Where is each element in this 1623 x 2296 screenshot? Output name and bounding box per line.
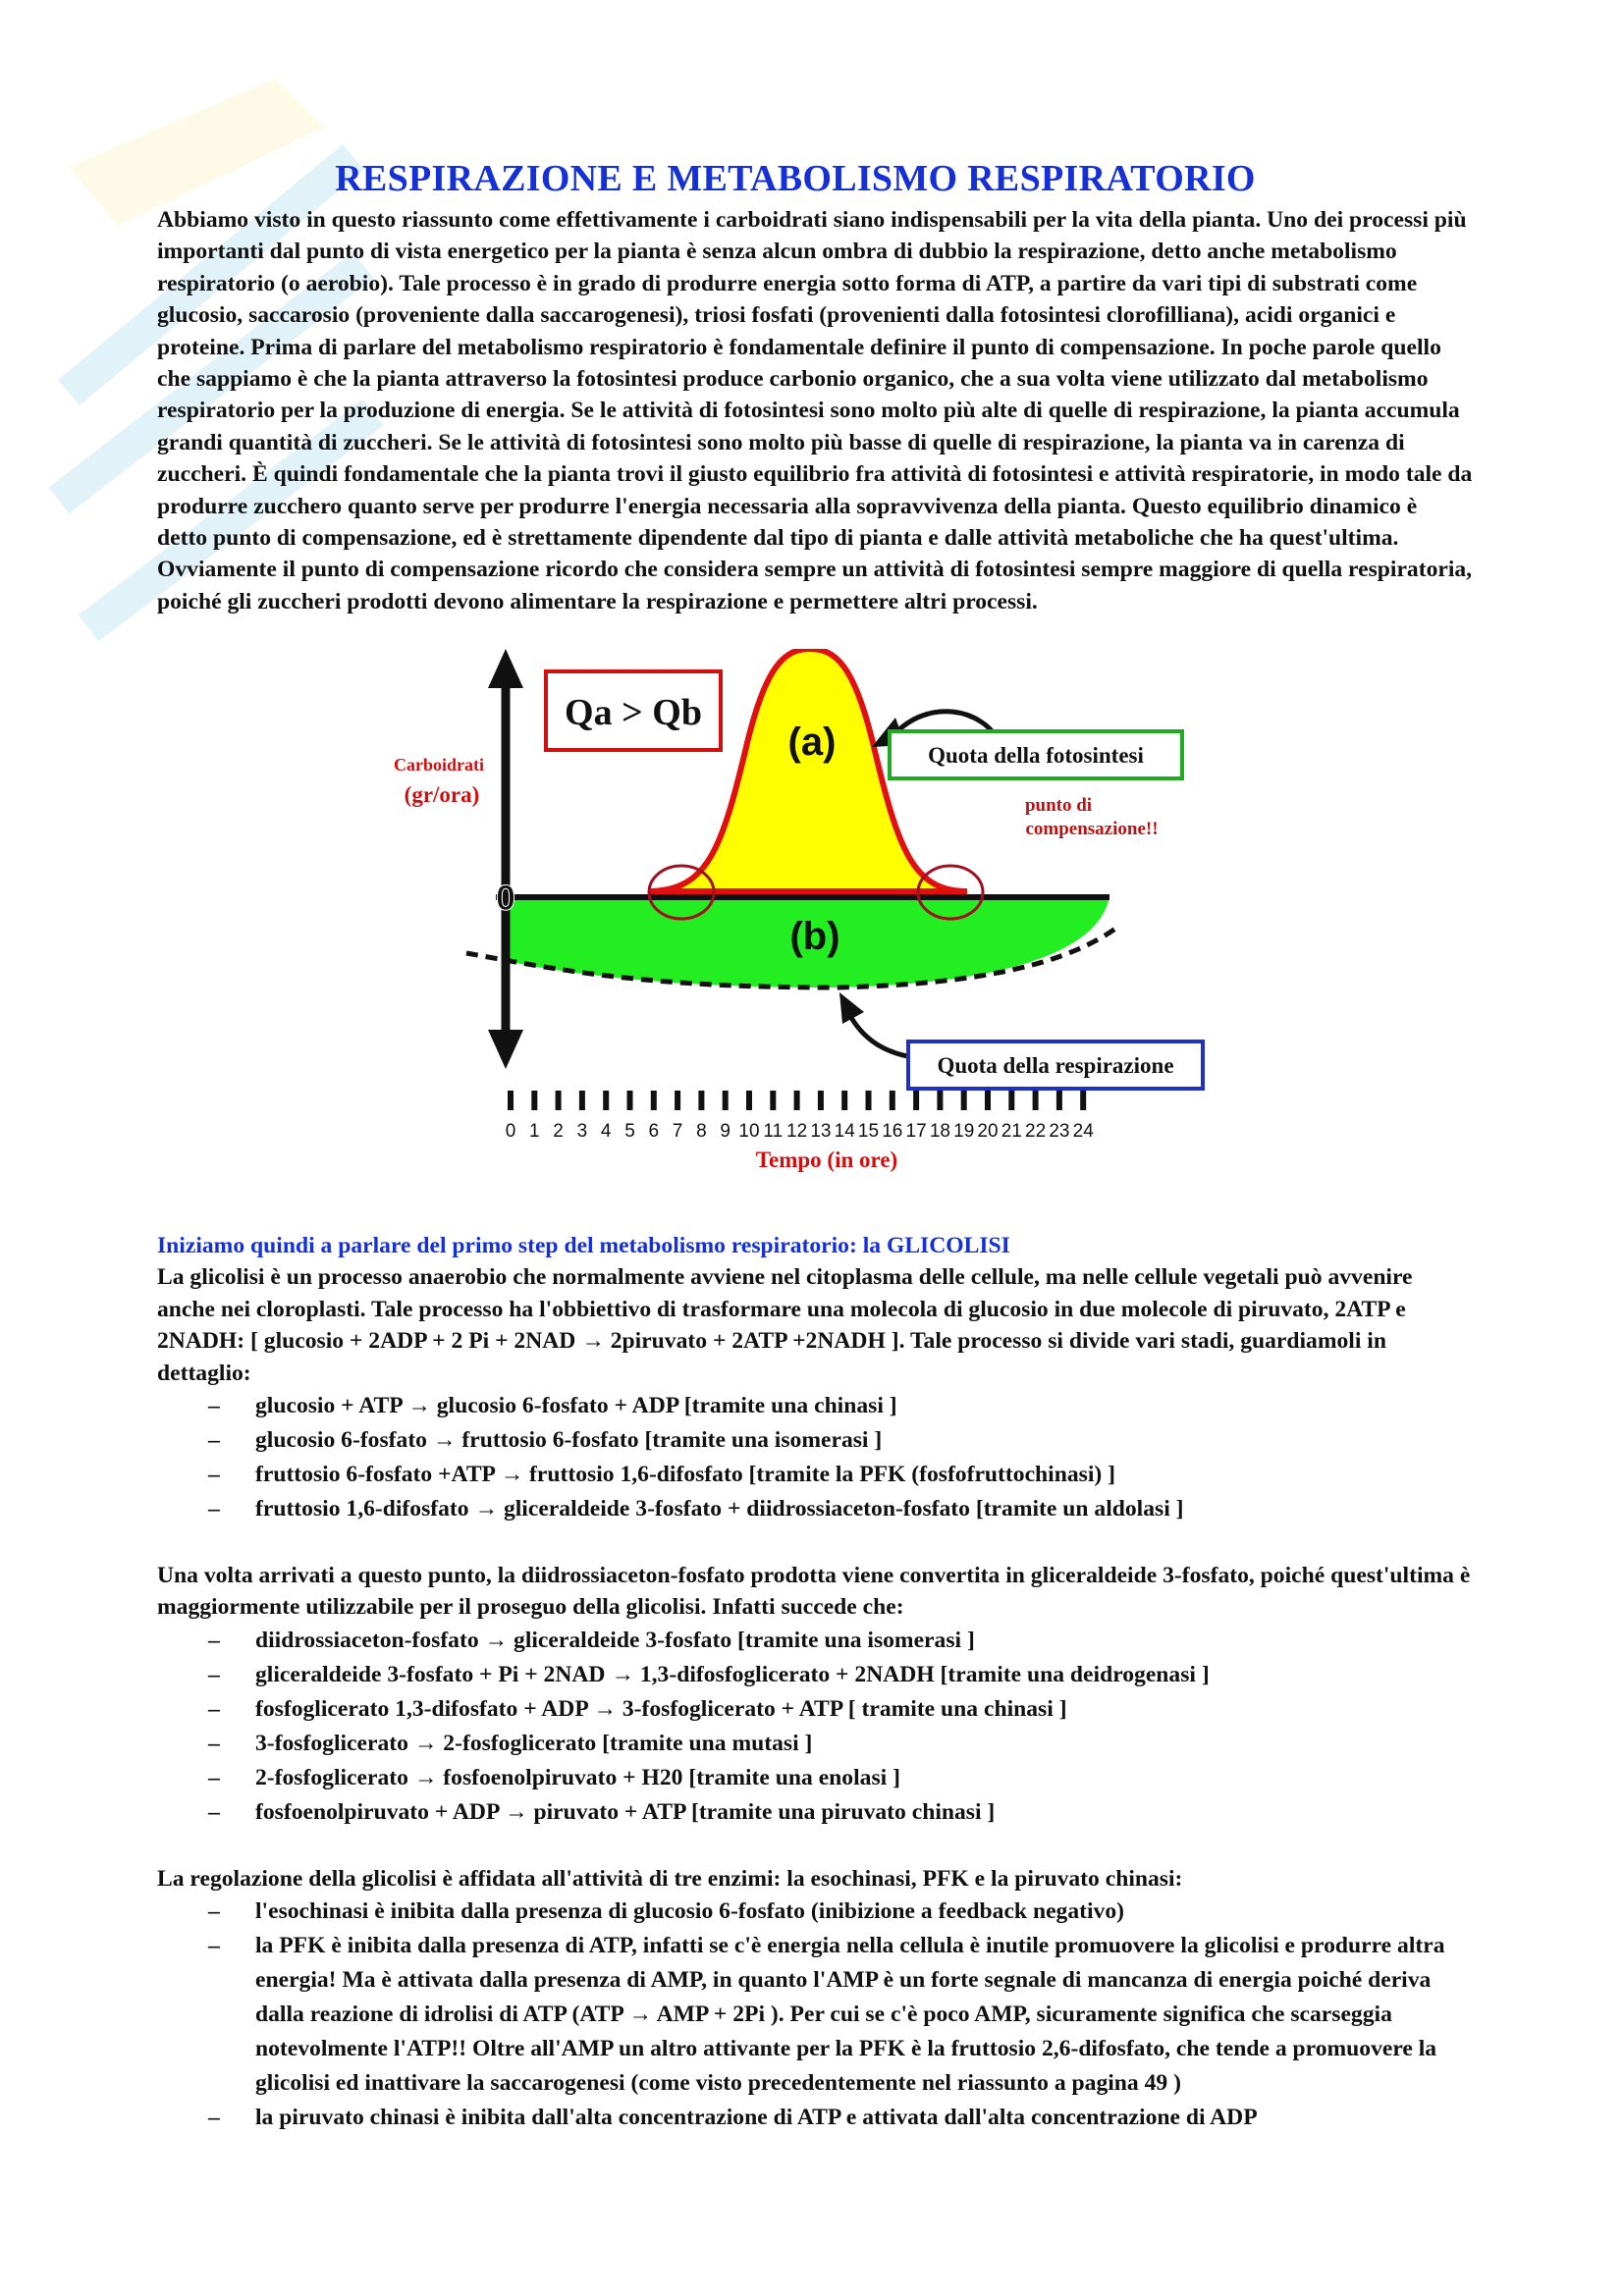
x-tick-label: 21 (1001, 1121, 1022, 1143)
x-tick (723, 1091, 729, 1110)
x-tick (961, 1091, 967, 1110)
paragraph-2: Una volta arrivati a questo punto, la diidrossiaceton-fosfato prodotta viene convertita in gliceraldeide 3-fosfato, poiché quest'ultima è maggiormente utilizzabile per il proseguo della glicolisi. Infatti succede che: (157, 1562, 1471, 1621)
list-item: – fosfoenolpiruvato + ADP → piruvato + ATP [tramite una piruvato chinasi ] (157, 1795, 1473, 1830)
list-item: – fosfoglicerato 1,3-difosfato + ADP → 3-fosfoglicerato + ATP [ tramite una chinasi ] (157, 1692, 1473, 1727)
x-tick (746, 1091, 752, 1110)
x-tick-label: 2 (553, 1121, 564, 1143)
list-item: – gliceraldeide 3-fosfato + Pi + 2NAD → 1,3-difosfoglicerato + 2NADH [tramite una deidrogenasi ] (157, 1658, 1473, 1692)
x-tick-label: 15 (857, 1121, 880, 1143)
x-tick-label: 14 (834, 1121, 855, 1143)
x-tick (698, 1091, 704, 1110)
x-tick-label: 11 (763, 1121, 784, 1143)
x-tick-label: 1 (529, 1121, 540, 1143)
x-tick (1056, 1091, 1062, 1110)
spacer (157, 1830, 1473, 1863)
glicolisi-steps-list-2 (157, 1624, 1473, 1830)
x-tick-label: 8 (696, 1121, 707, 1143)
list-item: – la PFK è inibita dalla presenza di ATP, infatti se c'è energia nella cellula è inutile promuovere la glicolisi e produrre altra energia! Ma è attivata dalla presenza di AMP, in quanto l'AMP è un forte segnale di mancanza di energia poiché deriva dalla reazione di idrolisi di ATP (ATP → AMP + 2Pi ). Per cui se c'è poco AMP, sicuramente significa che scarseggia notevolmente l'ATP!! Oltre all'AMP un altro attivante per la PFK è la fruttosio 2,6-difosfato, che tende a promuovere la glicolisi ed inattivare la saccarogenesi (come visto precedentemente nel riassunto a pagina 49 ) (157, 1929, 1473, 2101)
zero-label: 0 (495, 878, 516, 919)
page-title: RESPIRAZIONE E METABOLISMO RESPIRATORIO (335, 158, 1256, 199)
list-item: – 2-fosfoglicerato → fosfoenolpiruvato + H20 [tramite una enolasi ] (157, 1761, 1473, 1795)
x-tick-label: 4 (600, 1121, 612, 1143)
x-tick (890, 1091, 895, 1110)
glicolisi-heading: Iniziamo quindi a parlare del primo step del metabolismo respiratorio: la GLICOLISI (157, 1233, 1010, 1259)
x-tick-label: 17 (905, 1121, 927, 1143)
x-tick (603, 1091, 609, 1110)
region-a-label: (a) (787, 721, 837, 765)
x-tick (770, 1091, 776, 1110)
list-item: – la piruvato chinasi è inibita dall'alta concentrazione di ATP e attivata dall'alta concentrazione di ADP (157, 2101, 1473, 2135)
equation-label: Qa > Qb (565, 692, 702, 734)
x-tick-label: 12 (786, 1121, 808, 1143)
x-tick-label: 13 (810, 1121, 832, 1143)
list-item: – fruttosio 1,6-difosfato → gliceraldeide 3-fosfato + diidrossiaceton-fosfato [tramite un aldolasi ] (157, 1492, 1473, 1526)
y-axis-arrow-down (488, 1030, 523, 1069)
x-axis-label: Tempo (in ore) (755, 1148, 898, 1173)
compensation-label-line1: punto di (1024, 795, 1093, 817)
y-axis-label-line2: (gr/ora) (404, 782, 480, 808)
x-tick (579, 1091, 585, 1110)
x-tick-label: 18 (929, 1121, 950, 1143)
x-tick-label: 7 (672, 1121, 683, 1143)
compensation-label-line2: compensazione!! (1025, 819, 1159, 840)
y-axis-arrow-up (488, 649, 523, 688)
x-tick (1080, 1091, 1086, 1110)
photosynthesis-label: Quota della fotosintesi (928, 743, 1144, 769)
glicolisi-intro: La glicolisi è un processo anaerobio che normalmente avviene nel citoplasma delle cellule, ma nelle cellule vegetali può avvenire anche nei cloroplasti. Tale processo ha l'obbiettivo di trasformare una molecola di glucosio in due molecole di piruvato, 2ATP e 2NADH: [ glucosio + 2ADP + 2 Pi + 2NAD → 2piruvato + 2ATP +2NADH ]. Tale processo si divide vari stadi, guardiamoli in dettaglio: (157, 1264, 1413, 1386)
x-axis-hour-labels (506, 1121, 1094, 1142)
x-tick-label: 24 (1072, 1121, 1094, 1143)
list-item: – glucosio 6-fosfato → fruttosio 6-fosfato [tramite una isomerasi ] (157, 1423, 1473, 1458)
intro-paragraph: Abbiamo visto in questo riassunto come effettivamente i carboidrati siano indispensabili per la vita della pianta. Uno dei processi più importanti dal punto di vista energetico per la pianta è senza alcun ombra di dubbio la respirazione, detto anche metabolismo respiratorio (o aerobio). Tale processo è in grado di produrre energia sotto forma di ATP, a partire da vari tipi di substrati come glucosio, saccarosio (proveniente dalla saccarogenesi), triosi fosfati (provenienti dalla fotosintesi clorofilliana), acidi organici e proteine. Prima di parlare del metabolismo respiratorio è fondamentale definire il punto di compensazione. In poche parole quello che sappiamo è che la pianta attraverso la fotosintesi produce carbonio organico, che a sua volta viene utilizzato dal metabolismo respiratorio per la produzione di energia. Se le attività di fotosintesi sono molto più alte di quelle di respirazione, la pianta accumula grandi quantità di zuccheri. Se le attività di fotosintesi sono molto più basse di quelle di respirazione, la pianta va in carenza di zuccheri. È quindi fondamentale che la pianta trovi il giusto equilibrio fra attività di fotosintesi e attività respiratorie, in modo tale da produrre zucchero quanto serve per produrre l'energia necessaria alla sopravvivenza della pianta. Questo equilibrio dinamico è detto punto di compensazione, ed è strettamente dipendente dal tipo di pianta e dalle attività metaboliche che ha quest'ultima. Ovviamente il punto di compensazione ricordo che considera sempre un attività di fotosintesi sempre maggiore di quella respiratoria, poiché gli zuccheri prodotti devono alimentare la respirazione e permettere altri processi. (157, 207, 1473, 614)
regulation-list (157, 1895, 1473, 2135)
x-tick-label: 9 (720, 1121, 730, 1143)
x-tick (841, 1091, 847, 1110)
paragraph-3: La regolazione della glicolisi è affidata all'attività di tre enzimi: la esochinasi, PFK e la piruvato chinasi: (157, 1865, 1183, 1892)
x-tick (866, 1091, 872, 1110)
x-tick (627, 1091, 633, 1110)
x-tick (985, 1091, 991, 1110)
x-tick (913, 1091, 919, 1110)
spacer (157, 1526, 1473, 1560)
x-tick (1008, 1091, 1014, 1110)
x-tick (1033, 1091, 1039, 1110)
x-tick (794, 1091, 800, 1110)
y-axis-label-line1: Carboidrati (394, 755, 484, 775)
list-item: – glucosio + ATP → glucosio 6-fosfato + ADP [tramite una chinasi ] (157, 1389, 1473, 1423)
x-tick (531, 1091, 537, 1110)
list-item: – 3-fosfoglicerato → 2-fosfoglicerato [tramite una mutasi ] (157, 1727, 1473, 1761)
region-b-label: (b) (789, 915, 840, 959)
list-item: – l'esochinasi è inibita dalla presenza di glucosio 6-fosfato (inibizione a feedback negativo) (157, 1895, 1473, 1929)
compensation-figure (0, 649, 1623, 1179)
list-item: – fruttosio 6-fosfato +ATP → fruttosio 1,6-difosfato [tramite la PFK (fosfofruttochinasi) ] (157, 1458, 1473, 1492)
page-content (157, 157, 1473, 2135)
glicolisi-steps-list-1 (157, 1389, 1473, 1526)
x-tick (675, 1091, 680, 1110)
x-tick-label: 23 (1049, 1121, 1070, 1143)
x-tick (556, 1091, 562, 1110)
x-tick-label: 16 (882, 1121, 903, 1143)
x-tick-label: 22 (1025, 1121, 1047, 1143)
respiration-label: Quota della respirazione (937, 1053, 1174, 1079)
compensation-diagram (0, 649, 1623, 1179)
x-tick-label: 5 (624, 1121, 635, 1143)
x-tick-label: 19 (953, 1121, 975, 1143)
x-tick (937, 1091, 943, 1110)
x-tick (508, 1091, 514, 1110)
x-axis-ticks (508, 1091, 1086, 1110)
x-tick (818, 1091, 824, 1110)
x-tick-label: 20 (977, 1121, 999, 1143)
x-tick-label: 0 (505, 1121, 516, 1143)
list-item: – diidrossiaceton-fosfato → gliceraldeide 3-fosfato [tramite una isomerasi ] (157, 1624, 1473, 1658)
x-tick-label: 3 (576, 1121, 588, 1143)
x-tick-label: 10 (738, 1121, 760, 1143)
x-tick-label: 6 (648, 1121, 660, 1143)
x-tick (651, 1091, 657, 1110)
